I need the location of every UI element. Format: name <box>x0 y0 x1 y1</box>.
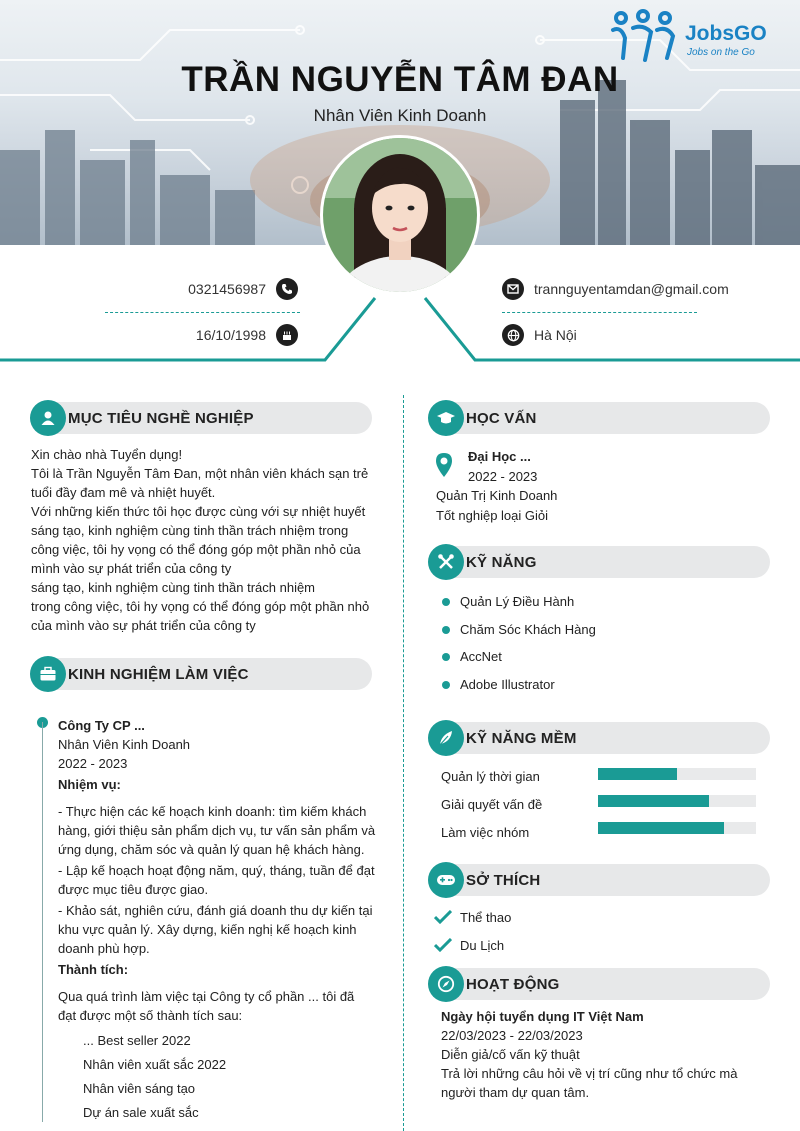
skill-bullet <box>442 626 450 634</box>
birthday-cake-icon <box>276 324 298 346</box>
email-icon <box>502 278 524 300</box>
contact-divider-right <box>502 312 697 313</box>
duty-line: doanh phù hợp. <box>58 941 150 956</box>
activity-desc: người tham dự quan tâm. <box>441 1085 590 1100</box>
achievement-item: Nhân viên sáng tạo <box>83 1081 196 1096</box>
skills-title: KỸ NĂNG <box>466 554 537 571</box>
objective-line: sáng tạo, kinh nghiệm cùng tinh thần trách nhiệm <box>31 580 316 595</box>
skill-item: Adobe Illustrator <box>460 677 555 692</box>
duty-line: - Thực hiện các kế hoạch kinh doanh: tìm kiếm khách <box>58 804 367 819</box>
globe-icon <box>502 324 524 346</box>
soft-skill-bar-fill <box>598 822 724 834</box>
contact-location <box>502 324 702 346</box>
objective-line: mình vào sự phát triển của công ty <box>31 561 232 576</box>
hobby-item: Thể thao <box>460 910 512 925</box>
gamepad-icon <box>428 862 464 898</box>
objective-title: MỤC TIÊU NGHỀ NGHIỆP <box>68 410 254 427</box>
candidate-job-title: Nhân Viên Kinh Doanh <box>313 106 487 125</box>
education-grade: Tốt nghiệp loại Giỏi <box>436 508 549 523</box>
compass-icon <box>428 966 464 1002</box>
brand-name: JobsGO <box>685 22 767 45</box>
experience-title: KINH NGHIỆM LÀM VIỆC <box>68 666 249 683</box>
people-logo-icon <box>607 8 682 64</box>
skill-bullet <box>442 653 450 661</box>
duty-line: khu vực quản lý. Xây dựng, kiến nghị kế hoạch kinh <box>58 922 357 937</box>
soft-skill-label: Giải quyết vấn đề <box>441 797 543 812</box>
contact-phone <box>150 278 298 300</box>
activity-desc: Trả lời những câu hỏi về vị trí cũng như tổ chức mà <box>441 1066 738 1081</box>
objective-line: Tôi là Trần Nguyễn Tâm Đan, một nhân viên khách sạn trẻ <box>31 466 369 481</box>
phone-icon <box>276 278 298 300</box>
profile-photo <box>320 135 480 295</box>
user-icon <box>30 400 66 436</box>
objective-line: công việc, tôi hy vọng có thể đóng góp một phần nhỏ của <box>31 542 361 557</box>
achievements-intro-line: Qua quá trình làm việc tại Công ty cổ phần ... tôi đã <box>58 989 355 1004</box>
jobsgo-logo <box>607 8 782 64</box>
soft-skills-title: KỸ NĂNG MỀM <box>466 730 577 747</box>
achievement-item: Nhân viên xuất sắc 2022 <box>83 1057 227 1072</box>
feather-icon <box>428 720 464 756</box>
brand-tagline: Jobs on the Go <box>687 47 755 58</box>
experience-position: Nhân Viên Kinh Doanh <box>58 737 191 752</box>
achievement-item: Dự án sale xuất sắc <box>83 1105 199 1120</box>
soft-skill-bar-fill <box>598 768 677 780</box>
check-icon <box>434 910 452 924</box>
skills-header <box>428 546 770 578</box>
activities-header <box>428 968 770 1000</box>
experience-header <box>30 658 372 690</box>
soft-skill-label: Quản lý thời gian <box>441 769 540 784</box>
objective-header <box>30 402 372 434</box>
duty-line: - Khảo sát, nghiên cứu, đánh giá doanh thu dự kiến tại <box>58 903 373 918</box>
objective-line: tuổi đầy đam mê và nhiệt huyết. <box>31 485 216 500</box>
objective-text <box>31 445 391 635</box>
location-pin-icon <box>434 452 454 478</box>
duty-line: được mục tiêu được giao. <box>58 882 209 897</box>
objective-line: Với những kiến thức tôi học được cùng với sự nhiệt huyết <box>31 504 366 519</box>
duty-line: - Lập kế hoạch hoạt động năm, quý, tháng, tuần để đạt <box>58 863 375 878</box>
education-title: HỌC VẤN <box>466 410 537 427</box>
objective-line: của mình vào sự phát triển của công ty <box>31 618 256 633</box>
location-text: Hà Nội <box>534 327 577 343</box>
education-major: Quản Trị Kinh Doanh <box>436 488 558 503</box>
skill-item: AccNet <box>460 649 502 664</box>
skill-item: Chăm Sóc Khách Hàng <box>460 622 596 637</box>
education-period: 2022 - 2023 <box>468 469 538 484</box>
hobbies-title: SỞ THÍCH <box>466 872 541 889</box>
contact-email <box>502 278 762 300</box>
experience-entry <box>58 716 388 1122</box>
duties-label: Nhiệm vụ: <box>58 777 121 792</box>
hobby-item: Du Lịch <box>460 938 505 953</box>
objective-line: Xin chào nhà Tuyển dụng! <box>31 447 183 462</box>
soft-skills-header <box>428 722 770 754</box>
achievement-item: ... Best seller 2022 <box>83 1033 191 1048</box>
activity-event: Ngày hội tuyển dụng IT Việt Nam <box>441 1009 644 1024</box>
objective-line: sáng tạo, kinh nghiệm cùng tinh thần trách nhiệm trong <box>31 523 349 538</box>
column-divider <box>403 395 404 1131</box>
graduation-cap-icon <box>428 400 464 436</box>
dob-text: 16/10/1998 <box>195 327 266 343</box>
timeline-line <box>42 722 43 1122</box>
phone-text: 0321456987 <box>188 281 266 297</box>
skill-item: Quản Lý Điều Hành <box>460 594 575 609</box>
duty-line: hàng, giới thiệu sản phẩm dịch vụ, tư vấn sản phẩm và <box>58 823 376 838</box>
experience-period: 2022 - 2023 <box>58 756 128 771</box>
activity-role: Diễn giả/cố vấn kỹ thuật <box>441 1047 580 1062</box>
company-name: Công Ty CP ... <box>58 718 145 733</box>
candidate-name: TRẦN NGUYỄN TÂM ĐAN <box>181 60 619 99</box>
activities-title: HOẠT ĐỘNG <box>466 976 560 993</box>
education-header <box>428 402 770 434</box>
skill-bullet <box>442 681 450 689</box>
contact-divider-left <box>105 312 300 313</box>
contact-dob <box>150 324 298 346</box>
tools-icon <box>428 544 464 580</box>
briefcase-icon <box>30 656 66 692</box>
soft-skill-bar <box>598 822 756 834</box>
education-details <box>436 486 736 525</box>
hobbies-header <box>428 864 770 896</box>
check-icon <box>434 938 452 952</box>
portrait-avatar <box>323 138 477 292</box>
duty-line: ứng dụng, chăm sóc và quản lý quan hệ khách hàng. <box>58 842 365 857</box>
soft-skill-bar <box>598 768 756 780</box>
school-name: Đại Học ... <box>468 449 531 464</box>
objective-line: trong công việc, tôi hy vọng có thể đóng góp một phần nhỏ <box>31 599 370 614</box>
soft-skill-bar <box>598 795 756 807</box>
achievements-label: Thành tích: <box>58 962 129 977</box>
achievements-intro-line: đạt được một số thành tích sau: <box>58 1008 243 1023</box>
education-entry <box>468 447 618 486</box>
skill-bullet <box>442 598 450 606</box>
activity-entry <box>441 1007 781 1102</box>
soft-skill-label: Làm việc nhóm <box>441 825 530 840</box>
soft-skill-bar-fill <box>598 795 709 807</box>
activity-period: 22/03/2023 - 22/03/2023 <box>441 1028 583 1043</box>
email-text: trannguyentamdan@gmail.com <box>534 281 729 297</box>
